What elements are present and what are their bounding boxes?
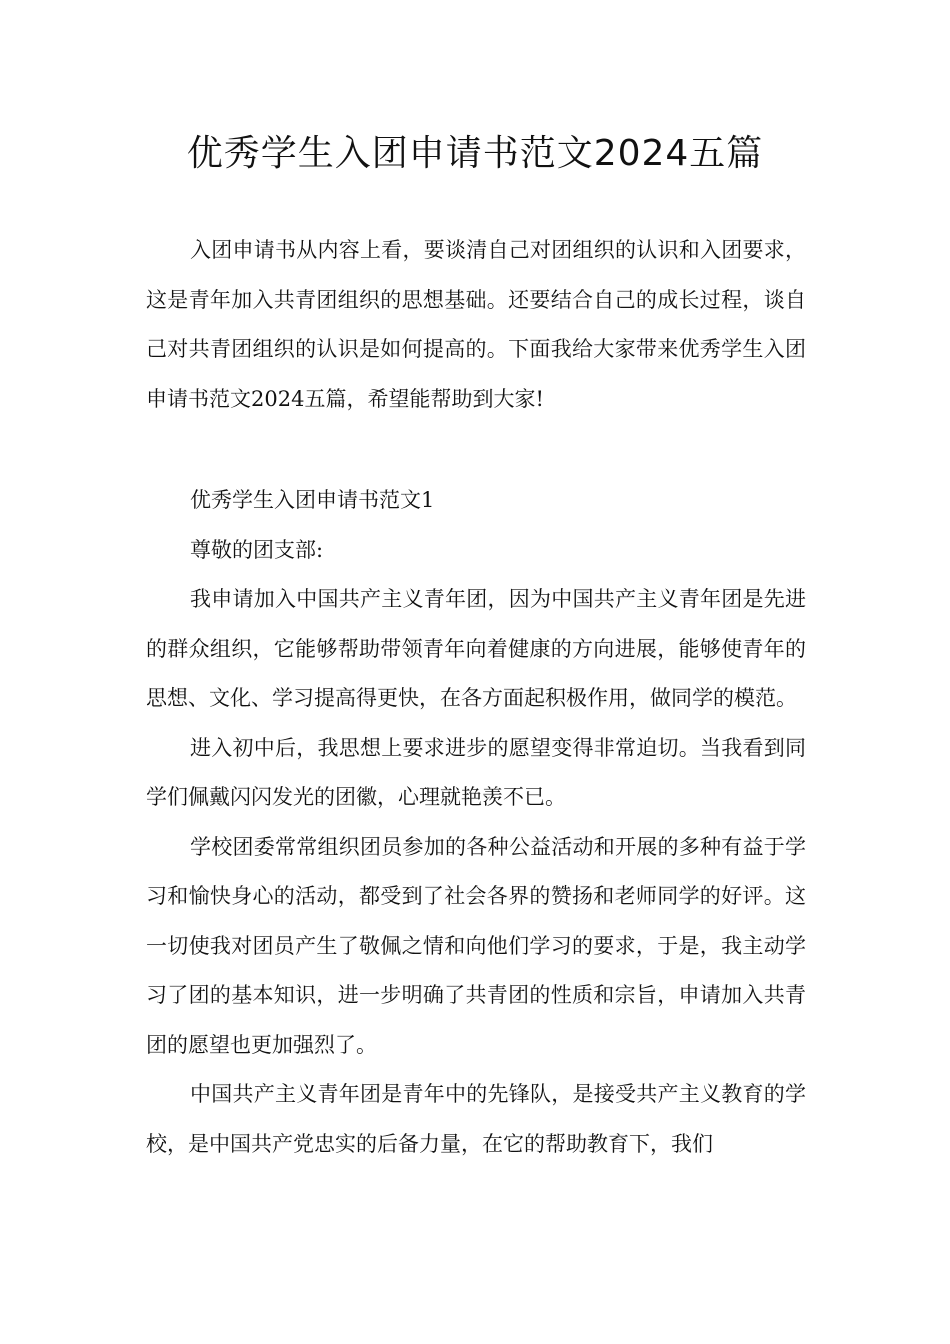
salutation: 尊敬的团支部: [190,537,324,562]
document-title: 优秀学生入团申请书范文2024五篇 [186,133,764,174]
section-heading: 优秀学生入团申请书范文1 [190,488,435,512]
body-paragraph: 学校团委常常组织团员参加的各种公益活动和开展的多种有益于学习和愉快身心的活动，都受到了社会各界的赞扬和老师同学的好评。这一切使我对团员产生了敬佩之情和向他们学习的要求，于是，我主动学习了团的基本知识，进一步明确了共青团的性质和宗旨，申请加入共青团的愿望也更加强烈了。 [146,834,806,1057]
section-block [146,476,806,1169]
body-paragraph: 中国共产主义青年团是青年中的先锋队，是接受共产主义教育的学校，是中国共产党忠实的后备力量，在它的帮助教育下，我们 [146,1082,806,1156]
body-paragraph: 进入初中后，我思想上要求进步的愿望变得非常迫切。当我看到同学们佩戴闪闪发光的团徽，心理就艳羡不已。 [146,735,806,809]
intro-paragraph: 入团申请书从内容上看，要谈清自己对团组织的认识和入团要求，这是青年加入共青团组织的思想基础。还要结合自己的成长过程，谈自己对共青团组织的认识是如何提高的。下面我给大家带来优秀学生入团申请书范文2024五篇，希望能帮助到大家! [146,238,806,411]
body-paragraph: 我申请加入中国共产主义青年团，因为中国共产主义青年团是先进的群众组织，它能够帮助带领青年向着健康的方向进展，能够使青年的思想、文化、学习提高得更快，在各方面起积极作用，做同学的模范。 [146,587,806,710]
intro-block [146,226,806,424]
